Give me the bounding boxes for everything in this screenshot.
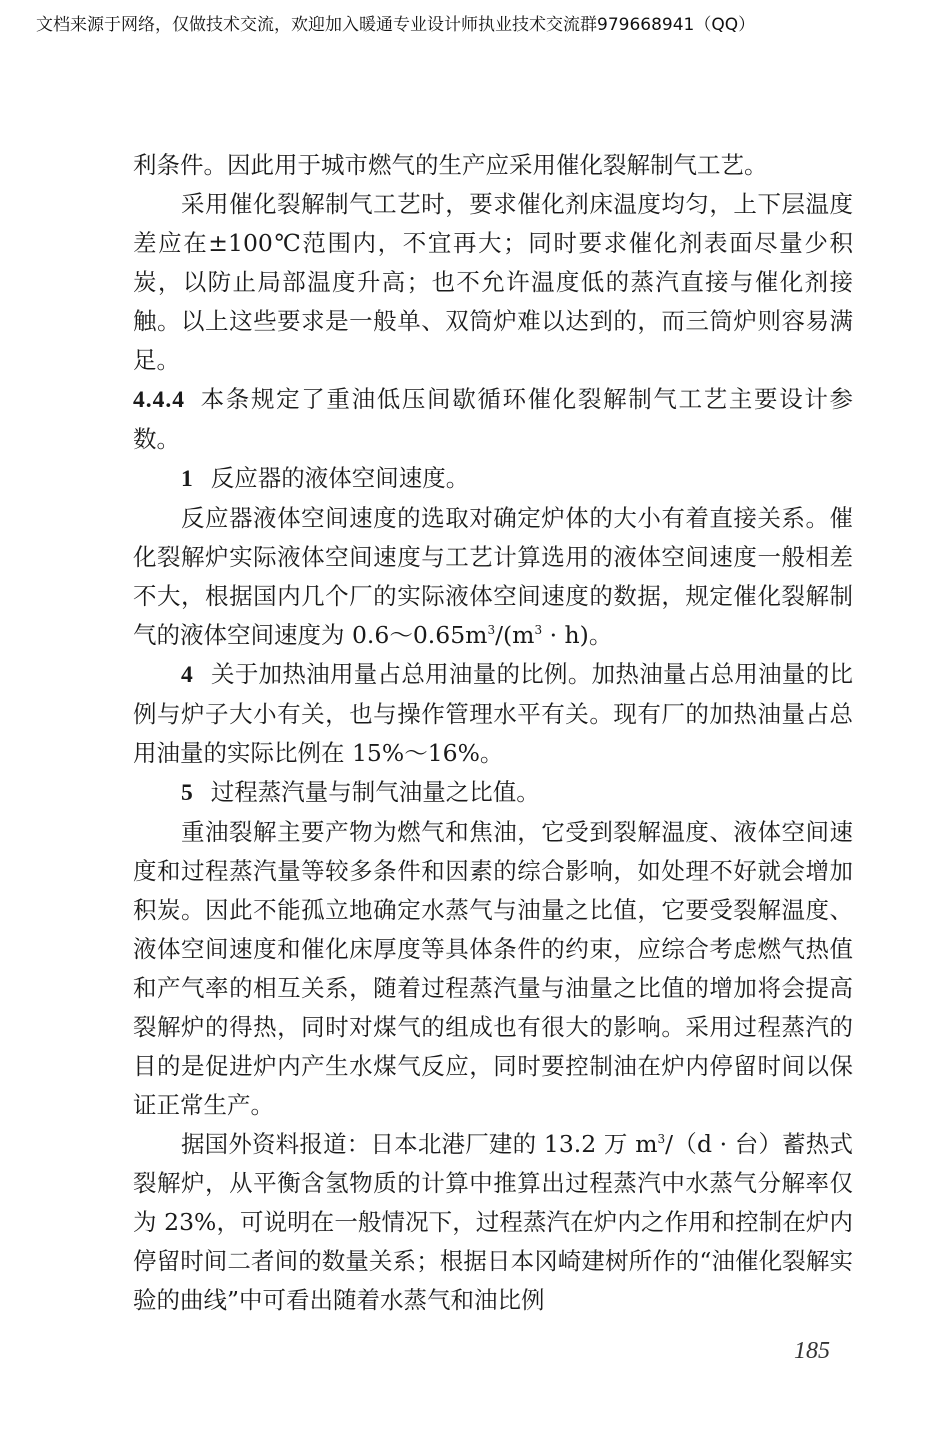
document-body xyxy=(133,146,853,1320)
item-1-heading xyxy=(133,459,853,499)
paragraph-catalyst-requirements: 采用催化裂解制气工艺时，要求催化剂床温度均匀，上下层温度差应在±100℃范围内，不宜再大；同时要求催化剂表面尽量少积炭，以防止局部温度升高；也不允许温度低的蒸汽直接与催化剂接触。以上这些要求是一般单、双筒炉难以达到的，而三筒炉则容易满足。 xyxy=(133,190,853,374)
item-text: 关于加热油用量占总用油量的比例。加热油量占总用油量的比例与炉子大小有关，也与操作管理水平有关。现有厂的加热油量占总用油量的实际比例在 15%～16%。 xyxy=(133,660,853,767)
item-title: 过程蒸汽量与制气油量之比值。 xyxy=(210,778,540,806)
text-run: /（d · 台）蓄热式裂解炉，从平衡含氢物质的计算中推算出过程蒸汽中水蒸气分解率仅为 23%，可说明在一般情况下，过程蒸汽在炉内之作用和控制在炉内停留时间二者间的数量关系；根据日本冈崎建树所作的“油催化裂解实验的曲线”中可看出随着水蒸气和油比例 xyxy=(133,1130,853,1314)
item-5-heading xyxy=(133,773,853,813)
superscript: 3 xyxy=(487,623,496,637)
text-run: 据国外资料报道：日本北港厂建的 13.2 万 m xyxy=(181,1130,658,1158)
page-number: 185 xyxy=(794,1338,830,1364)
superscript: 3 xyxy=(657,1132,666,1146)
paragraph-space-velocity xyxy=(133,499,853,655)
paragraph-steam-ratio: 重油裂解主要产物为燃气和焦油，它受到裂解温度、液体空间速度和过程蒸汽量等较多条件和因素的综合影响，如处理不好就会增加积炭。因此不能孤立地确定水蒸气与油量之比值，它要受裂解温度、液体空间速度和催化床厚度等具体条件的约束，应综合考虑燃气热值和产气率的相互关系，随着过程蒸汽量与油量之比值的增加将会提高裂解炉的得热，同时对煤气的组成也有很大的影响。采用过程蒸汽的目的是促进炉内产生水煤气反应，同时要控制油在炉内停留时间以保证正常生产。 xyxy=(133,818,853,1119)
clause-text: 本条规定了重油低压间歇循环催化裂解制气工艺主要设计参数。 xyxy=(133,385,853,453)
text-run: 反应器液体空间速度的选取对确定炉体的大小有着直接关系。催化裂解炉实际液体空间速度与工艺计算选用的液体空间速度一般相差不大，根据国内几个厂的实际液体空间速度的数据，规定催化裂解制气的液体空间速度为 0.6～0.65m xyxy=(133,504,853,649)
item-number: 1 xyxy=(181,466,193,492)
paragraph-foreign-data xyxy=(133,1125,853,1320)
paragraph-continuation: 利条件。因此用于城市燃气的生产应采用催化裂解制气工艺。 xyxy=(133,151,768,179)
clause-number: 4.4.4 xyxy=(133,387,185,413)
text-run: · h)。 xyxy=(542,621,613,649)
item-number: 4 xyxy=(181,662,193,688)
superscript: 3 xyxy=(534,623,543,637)
text-run: /(m xyxy=(495,621,535,649)
clause-4-4-4 xyxy=(133,380,853,459)
header-note: 文档来源于网络，仅做技术交流，欢迎加入暖通专业设计师执业技术交流群979668941（QQ） xyxy=(36,15,756,35)
item-4-paragraph xyxy=(133,655,853,773)
item-number: 5 xyxy=(181,780,193,806)
item-title: 反应器的液体空间速度。 xyxy=(210,464,470,492)
